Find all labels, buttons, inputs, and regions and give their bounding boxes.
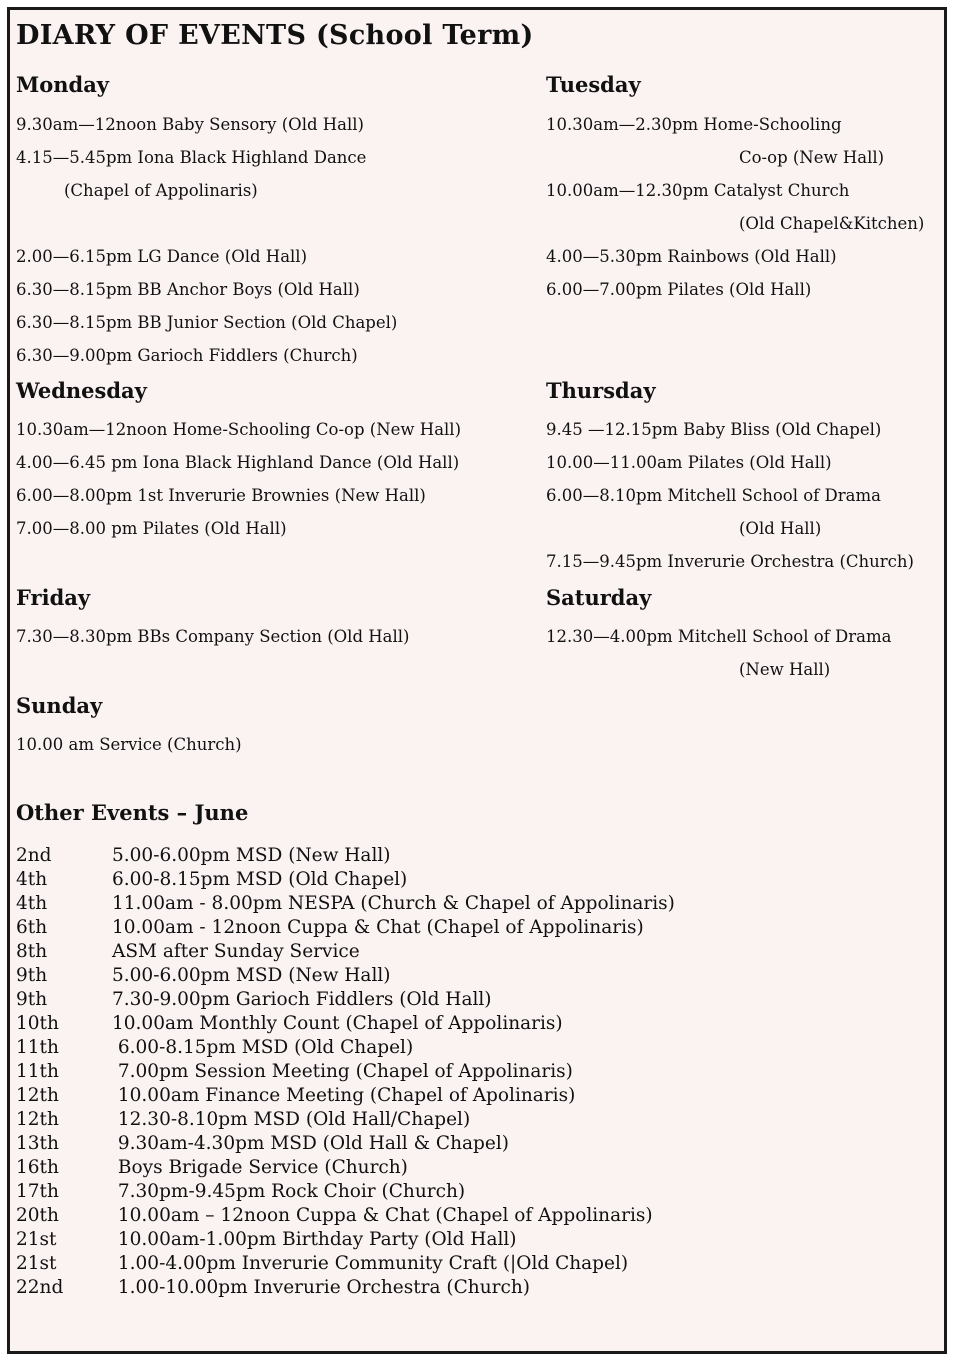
event-entry: 4.15—5.45pm Iona Black Highland Dance (Chapel of Appolinaris): [16, 148, 367, 200]
event-desc: 5.00-6.00pm MSD (New Hall): [112, 845, 391, 866]
diary-frame: [7, 7, 947, 1354]
event-desc: 6.00-8.15pm MSD (Old Chapel): [112, 1037, 414, 1058]
other-event-row: [16, 1060, 675, 1084]
event-date: 21st: [16, 1229, 57, 1250]
event-desc: 12.30-8.10pm MSD (Old Hall/Chapel): [112, 1109, 471, 1130]
event-entry: 6.30—9.00pm Garioch Fiddlers (Church): [16, 346, 358, 365]
event-desc: 10.00am-1.00pm Birthday Party (Old Hall): [112, 1229, 517, 1250]
event-desc: 9.30am-4.30pm MSD (Old Hall & Chapel): [112, 1133, 509, 1154]
thursday-list: [546, 413, 914, 578]
day-heading-thursday: Thursday: [546, 378, 656, 403]
event-entry: 7.00—8.00 pm Pilates (Old Hall): [16, 519, 287, 538]
event-desc: 6.00-8.15pm MSD (Old Chapel): [112, 869, 408, 890]
other-event-row: [16, 916, 675, 940]
event-desc: 10.00am – 12noon Cuppa & Chat (Chapel of Appolinaris): [112, 1205, 653, 1226]
day-heading-sunday: Sunday: [16, 693, 103, 718]
other-event-row: [16, 1276, 675, 1300]
event-entry: 6.00—8.00pm 1st Inverurie Brownies (New Hall): [16, 486, 426, 505]
day-heading-saturday: Saturday: [546, 585, 652, 610]
event-date: 21st: [16, 1253, 57, 1274]
other-event-row: [16, 844, 675, 868]
saturday-list: [546, 620, 891, 686]
event-date: 13th: [16, 1133, 59, 1154]
event-entry: 10.30am—12noon Home-Schooling Co-op (New Hall): [16, 420, 462, 439]
event-date: 12th: [16, 1109, 59, 1130]
event-desc: 10.00am Finance Meeting (Chapel of Apolinaris): [112, 1085, 576, 1106]
other-event-row: [16, 1084, 675, 1108]
event-date: 11th: [16, 1037, 59, 1058]
event-date: 6th: [16, 917, 48, 938]
event-entry: 7.30—8.30pm BBs Company Section (Old Hall): [16, 627, 410, 646]
wednesday-list: [16, 413, 461, 545]
event-date: 4th: [16, 893, 48, 914]
other-event-row: [16, 1204, 675, 1228]
event-date: 11th: [16, 1061, 59, 1082]
event-desc: 1.00-10.00pm Inverurie Orchestra (Church): [112, 1277, 530, 1298]
other-event-row: [16, 868, 675, 892]
event-entry: 6.30—8.15pm BB Anchor Boys (Old Hall): [16, 280, 360, 299]
other-event-row: [16, 1108, 675, 1132]
event-entry: 4.00—5.30pm Rainbows (Old Hall): [546, 247, 837, 266]
spacer: [16, 207, 397, 240]
event-entry: 10.00 am Service (Church): [16, 735, 242, 754]
event-date: 8th: [16, 941, 48, 962]
event-date: 17th: [16, 1181, 59, 1202]
friday-list: [16, 620, 409, 653]
event-entry: 6.00—8.10pm Mitchell School of Drama (Old Hall): [546, 486, 881, 538]
event-entry: 10.00—11.00am Pilates (Old Hall): [546, 453, 832, 472]
page-title: DIARY OF EVENTS (School Term): [16, 20, 534, 51]
event-entry: 6.30—8.15pm BB Junior Section (Old Chapel): [16, 313, 398, 332]
event-desc: ASM after Sunday Service: [112, 941, 360, 962]
event-entry: 7.15—9.45pm Inverurie Orchestra (Church): [546, 552, 914, 571]
sunday-list: [16, 728, 242, 761]
event-desc: 7.30pm-9.45pm Rock Choir (Church): [112, 1181, 466, 1202]
event-entry: 6.00—7.00pm Pilates (Old Hall): [546, 280, 812, 299]
event-entry: 4.00—6.45 pm Iona Black Highland Dance (Old Hall): [16, 453, 460, 472]
other-event-row: [16, 892, 675, 916]
event-desc: 1.00-4.00pm Inverurie Community Craft (|Old Chapel): [112, 1253, 629, 1274]
other-event-row: [16, 1132, 675, 1156]
other-event-row: [16, 988, 675, 1012]
event-entry: 2.00—6.15pm LG Dance (Old Hall): [16, 247, 308, 266]
event-entry: 10.30am—2.30pm Home-Schooling Co-op (New Hall): [546, 115, 885, 167]
event-date: 4th: [16, 869, 48, 890]
event-date: 22nd: [16, 1277, 64, 1298]
other-event-row: [16, 1036, 675, 1060]
other-event-row: [16, 1228, 675, 1252]
day-heading-friday: Friday: [16, 585, 91, 610]
event-date: 12th: [16, 1085, 59, 1106]
event-entry: 9.45 —12.15pm Baby Bliss (Old Chapel): [546, 420, 882, 439]
event-date: 16th: [16, 1157, 59, 1178]
day-heading-tuesday: Tuesday: [546, 72, 641, 97]
event-desc: 10.00am - 12noon Cuppa & Chat (Chapel of Appolinaris): [112, 917, 644, 938]
event-desc: 10.00am Monthly Count (Chapel of Appolinaris): [112, 1013, 563, 1034]
event-date: 20th: [16, 1205, 59, 1226]
event-date: 10th: [16, 1013, 59, 1034]
other-event-row: [16, 1252, 675, 1276]
event-desc: 7.00pm Session Meeting (Chapel of Appolinaris): [112, 1061, 573, 1082]
other-event-row: [16, 1180, 675, 1204]
day-heading-wednesday: Wednesday: [16, 378, 147, 403]
event-desc: 5.00-6.00pm MSD (New Hall): [112, 965, 391, 986]
other-events-heading: Other Events – June: [16, 800, 249, 825]
day-heading-monday: Monday: [16, 72, 110, 97]
tuesday-list: [546, 108, 924, 306]
event-date: 9th: [16, 989, 48, 1010]
event-date: 2nd: [16, 845, 52, 866]
other-event-row: [16, 964, 675, 988]
other-events-list: [16, 844, 675, 1300]
event-entry: 10.00am—12.30pm Catalyst Church (Old Chapel&Kitchen): [546, 181, 925, 233]
event-date: 9th: [16, 965, 48, 986]
other-event-row: [16, 1156, 675, 1180]
event-entry: 9.30am—12noon Baby Sensory (Old Hall): [16, 115, 364, 134]
monday-list: [16, 108, 397, 372]
event-desc: 11.00am - 8.00pm NESPA (Church & Chapel of Appolinaris): [112, 893, 675, 914]
event-desc: 7.30-9.00pm Garioch Fiddlers (Old Hall): [112, 989, 492, 1010]
other-event-row: [16, 1012, 675, 1036]
event-desc: Boys Brigade Service (Church): [112, 1157, 408, 1178]
other-event-row: [16, 940, 675, 964]
event-entry: 12.30—4.00pm Mitchell School of Drama (New Hall): [546, 627, 892, 679]
